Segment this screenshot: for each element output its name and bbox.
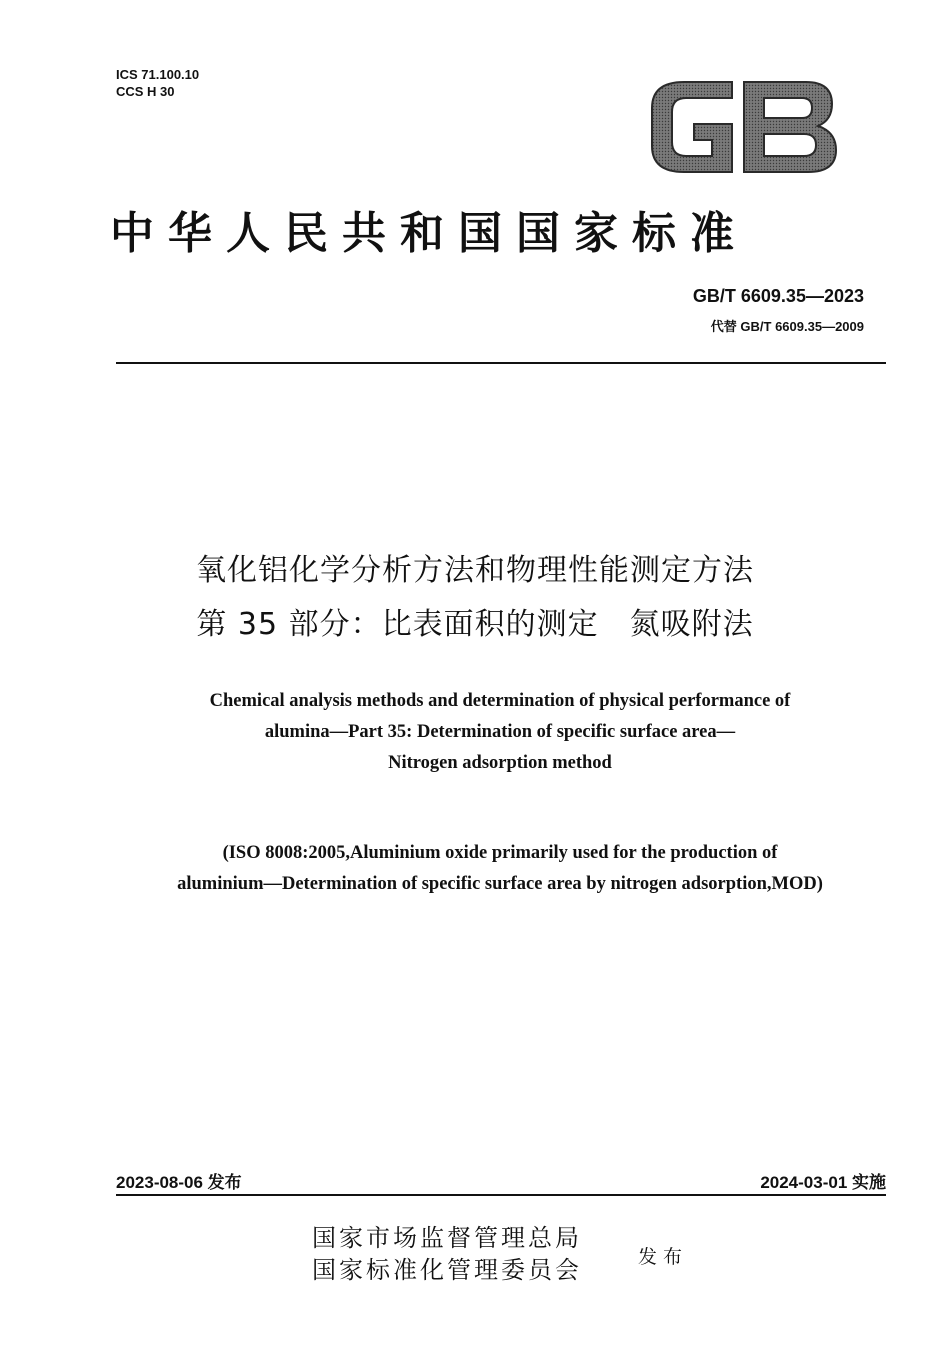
national-standard-title: 中华人民共和国国家标准 [110,208,748,259]
iso-reference-line-1: (ISO 8008:2005,Aluminium oxide primarily used for the production of [222,843,778,863]
footer-divider [116,1194,886,1196]
header-divider [116,362,886,364]
ics-code: ICS 71.100.10 [116,67,200,82]
replaces-standard: 代替 GB/T 6609.35—2009 [710,319,864,334]
chinese-title-line-1: 氧化铝化学分析方法和物理性能测定方法 [196,553,754,588]
issuer-samr: 国家市场监督管理总局 [312,1224,582,1252]
classification-codes [116,66,199,100]
gb-logo-icon [646,78,840,176]
english-title [100,686,900,779]
standard-number: GB/T 6609.35—2023 [692,286,864,306]
iso-reference-line-2: aluminium—Determination of specific surface area by nitrogen adsorption,MOD) [177,874,823,894]
issuer-sac: 国家标准化管理委员会 [312,1256,582,1284]
english-title-line-2: alumina—Part 35: Determination of specific surface area— [264,722,736,742]
ccs-code: CCS H 30 [116,84,175,99]
iso-reference [96,838,904,900]
publish-date: 2023-08-06 发布 [116,1173,242,1192]
issue-label: 发布 [638,1246,689,1268]
implementation-date: 2024-03-01 实施 [760,1173,886,1192]
english-title-line-3: Nitrogen adsorption method [388,753,612,773]
chinese-title [0,544,950,652]
english-title-line-1: Chemical analysis methods and determination of physical performance of [209,691,791,711]
chinese-title-line-2: 第 35 部分：比表面积的测定 氮吸附法 [196,607,754,642]
issuing-authorities [312,1222,582,1286]
